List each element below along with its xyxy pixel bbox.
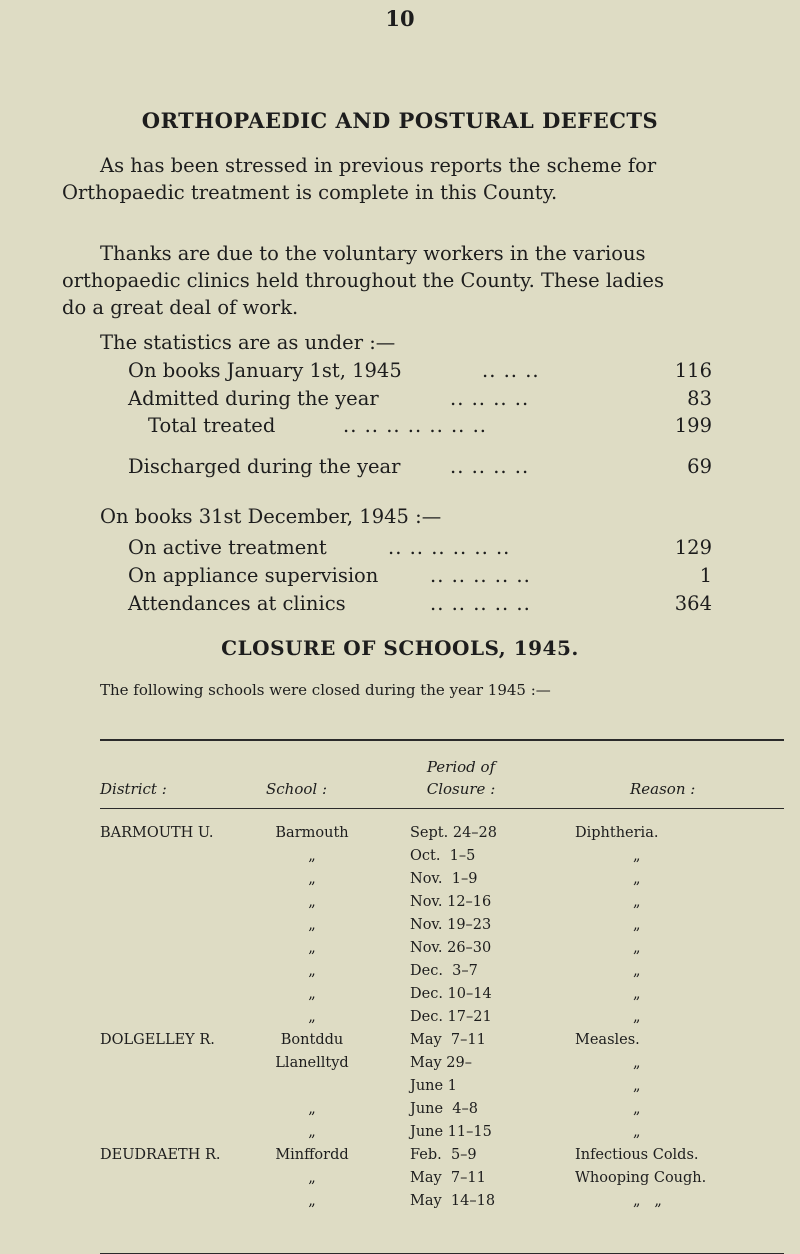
table-cell-reason: „ — [633, 894, 641, 910]
table-cell-school: „ — [308, 1124, 316, 1140]
stat-dots: .. .. .. — [482, 359, 540, 382]
table-cell-period: Sept. 24–28 — [410, 825, 497, 841]
table-cell-district: DOLGELLEY R. — [100, 1032, 215, 1048]
table-cell-school: „ — [308, 986, 316, 1002]
table-cell-reason: „ — [633, 940, 641, 956]
stat-dots: .. .. .. .. — [450, 387, 530, 410]
paragraph-2-line-2: orthopaedic clinics held throughout the County. These ladies — [62, 269, 664, 292]
stat-label: On appliance supervision — [128, 564, 379, 587]
table-cell-period: Dec. 3–7 — [410, 963, 478, 979]
page-number: 10 — [385, 6, 415, 31]
stat-label: Total treated — [148, 414, 276, 437]
table-cell-reason: „ — [633, 1101, 641, 1117]
table-cell-reason: „ — [633, 986, 641, 1002]
stat-value: 83 — [687, 387, 712, 410]
table-cell-reason: „ — [633, 1055, 641, 1071]
table-cell-period: Dec. 10–14 — [410, 986, 492, 1002]
table-cell-period: June 11–15 — [410, 1124, 492, 1140]
table-cell-period: Feb. 5–9 — [410, 1147, 477, 1163]
stat-value: 69 — [687, 455, 712, 478]
table-cell-reason: „ — [633, 1078, 641, 1094]
table-cell-period: Dec. 17–21 — [410, 1009, 492, 1025]
table-cell-school: Minffordd — [275, 1147, 349, 1163]
stat-value: 116 — [674, 359, 712, 382]
stat-label: On active treatment — [128, 536, 327, 559]
stat-label: Admitted during the year — [128, 387, 379, 410]
table-cell-school: „ — [308, 848, 316, 864]
table-cell-school: „ — [308, 917, 316, 933]
table-cell-period: Nov. 12–16 — [410, 894, 492, 910]
stat-dots: .. .. .. .. .. — [430, 564, 531, 587]
table-cell-period: Oct. 1–5 — [410, 848, 476, 864]
table-cell-school: „ — [308, 1193, 316, 1209]
table-cell-period: May 7–11 — [410, 1170, 486, 1186]
table-cell-school: „ — [308, 1170, 316, 1186]
table-cell-reason: Whooping Cough. — [575, 1170, 707, 1186]
table-cell-period: Nov. 19–23 — [410, 917, 492, 933]
stats-intro-2: On books 31st December, 1945 :— — [100, 505, 442, 528]
table-cell-school: „ — [308, 1009, 316, 1025]
stat-label: On books January 1st, 1945 — [128, 359, 402, 382]
header-school: School : — [266, 780, 328, 798]
table-cell-reason: Measles. — [575, 1032, 640, 1048]
table-cell-reason: „ — [633, 1124, 641, 1140]
table-cell-period: May 29– — [410, 1055, 472, 1071]
table-cell-reason: „ — [633, 963, 641, 979]
table-cell-period: Nov. 26–30 — [410, 940, 492, 956]
table-cell-reason: „ — [633, 848, 641, 864]
table-cell-reason: „ — [633, 917, 641, 933]
table-cell-reason: Infectious Colds. — [575, 1147, 699, 1163]
stats-intro: The statistics are as under :— — [100, 331, 396, 354]
stat-dots: .. .. .. .. .. .. .. — [343, 414, 487, 437]
stat-value: 199 — [674, 414, 712, 437]
table-cell-school: „ — [308, 940, 316, 956]
table-cell-district: DEUDRAETH R. — [100, 1147, 221, 1163]
table-cell-school: „ — [308, 871, 316, 887]
page-title: ORTHOPAEDIC AND POSTURAL DEFECTS — [141, 108, 659, 133]
table-cell-school: „ — [308, 963, 316, 979]
table-cell-reason: Diphtheria. — [575, 825, 659, 841]
table-cell-period: May 7–11 — [410, 1032, 486, 1048]
paragraph-1-line-1: As has been stressed in previous reports the scheme for — [100, 154, 657, 177]
table-cell-period: Nov. 1–9 — [410, 871, 478, 887]
stat-value: 129 — [674, 536, 712, 559]
table-cell-district: BARMOUTH U. — [100, 825, 214, 841]
table-cell-school: Llanelltyd — [275, 1055, 349, 1071]
paragraph-2-line-3: do a great deal of work. — [62, 296, 299, 319]
table-top-rule — [100, 739, 784, 741]
header-period-line-1: Period of — [426, 758, 496, 776]
table-cell-school: Bontddu — [280, 1032, 344, 1048]
table-cell-school: „ — [308, 1101, 316, 1117]
table-cell-reason: „ — [633, 1009, 641, 1025]
table-cell-period: June 1 — [410, 1078, 457, 1094]
table-cell-school: „ — [308, 894, 316, 910]
stat-value: 364 — [674, 592, 712, 615]
paragraph-1-line-2: Orthopaedic treatment is complete in this County. — [62, 181, 558, 204]
table-cell-school: Barmouth — [275, 825, 349, 841]
header-period-line-2: Closure : — [426, 780, 496, 798]
table-cell-reason: „ „ — [633, 1193, 662, 1209]
header-district: District : — [100, 780, 167, 798]
stat-label: Attendances at clinics — [128, 592, 346, 615]
stat-value: 1 — [699, 564, 712, 587]
table-cell-period: May 14–18 — [410, 1193, 496, 1209]
stat-dots: .. .. .. .. — [450, 455, 530, 478]
table-cell-period: June 4–8 — [410, 1101, 478, 1117]
stat-dots: .. .. .. .. .. — [430, 592, 531, 615]
stat-label: Discharged during the year — [128, 455, 401, 478]
paragraph-2-line-1: Thanks are due to the voluntary workers in the various — [100, 242, 646, 265]
table-header-rule — [100, 808, 784, 809]
header-reason: Reason : — [630, 780, 696, 798]
table-cell-reason: „ — [633, 871, 641, 887]
closure-title: CLOSURE OF SCHOOLS, 1945. — [221, 636, 579, 660]
stat-dots: .. .. .. .. .. .. — [388, 536, 511, 559]
closure-intro: The following schools were closed during the year 1945 :— — [100, 681, 551, 699]
